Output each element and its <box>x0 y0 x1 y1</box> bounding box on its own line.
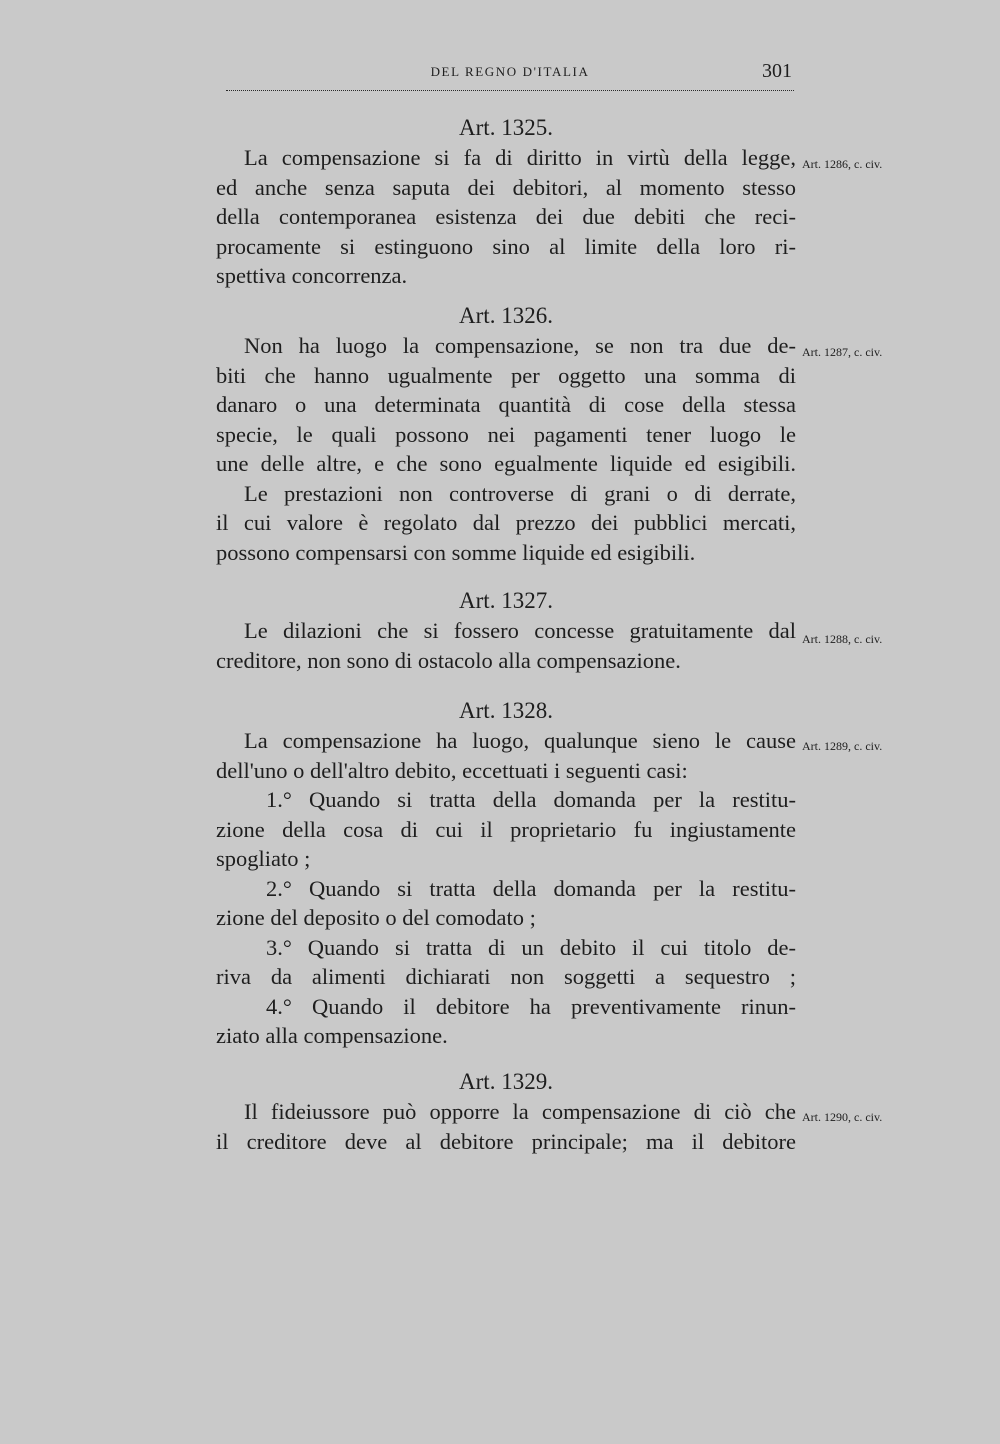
article-heading-1326: Art. 1326. <box>459 303 553 328</box>
text-line: Le prestazioni non controverse di grani o di derrate, <box>244 480 796 506</box>
article-heading-1325: Art. 1325. <box>459 115 553 140</box>
text-line: creditore, non sono di ostacolo alla compensazione. <box>216 647 681 673</box>
text-line: ed anche senza saputa dei debitori, al momento stesso <box>216 174 796 200</box>
text-line: zione del deposito o del comodato ; <box>216 905 536 930</box>
text-line: procamente si estinguono sino al limite della loro ri- <box>216 233 796 259</box>
text-line: biti che hanno ugualmente per oggetto una somma di <box>216 362 796 388</box>
text-line: il cui valore è regolato dal prezzo dei pubblici mercati, <box>216 510 796 535</box>
text-line: zione della cosa di cui il proprietario fu ingiustamente <box>216 816 796 842</box>
text-line: 3.° Quando si tratta di un debito il cui titolo de- <box>266 934 796 960</box>
text-line: Il fideiussore può opporre la compensazione di ciò che <box>244 1099 796 1124</box>
article-text-1325 <box>216 143 796 291</box>
article-heading-1328: Art. 1328. <box>459 698 553 723</box>
text-line: ziato alla compensazione. <box>216 1023 448 1048</box>
article-heading-1327: Art. 1327. <box>459 588 553 613</box>
article-text-1326 <box>216 331 796 567</box>
article-text-1329 <box>216 1097 796 1156</box>
margin-reference-1326: Art. 1287, c. civ. <box>802 345 883 359</box>
article-text-1327 <box>216 616 796 675</box>
margin-reference-1328: Art. 1289, c. civ. <box>802 739 883 753</box>
text-line: il creditore deve al debitore principale; ma il debitore <box>216 1128 796 1154</box>
article-text-1328 <box>216 726 796 1051</box>
text-line: spettiva concorrenza. <box>216 263 408 288</box>
text-line: specie, le quali possono nei pagamenti tener luogo le <box>216 421 796 447</box>
running-title: DEL REGNO D'ITALIA <box>430 64 590 79</box>
text-line: della contemporanea esistenza dei due debiti che reci- <box>216 204 796 229</box>
text-line: riva da alimenti dichiarati non soggetti a sequestro ; <box>216 964 796 989</box>
margin-reference-1327: Art. 1288, c. civ. <box>802 632 883 646</box>
text-line: une delle altre, e che sono egualmente liquide ed esigibili. <box>216 451 796 476</box>
text-line: 2.° Quando si tratta della domanda per la restitu- <box>266 875 796 901</box>
margin-reference-1325: Art. 1286, c. civ. <box>802 157 883 171</box>
running-header <box>226 60 794 91</box>
page-number: 301 <box>762 60 792 82</box>
margin-reference-1329: Art. 1290, c. civ. <box>802 1110 883 1124</box>
text-line: 1.° Quando si tratta della domanda per la restitu- <box>266 787 796 812</box>
text-line: La compensazione ha luogo, qualunque sieno le cause <box>244 728 796 753</box>
text-line: 4.° Quando il debitore ha preventivamente rinun- <box>266 993 796 1019</box>
article-heading-1329: Art. 1329. <box>459 1069 553 1094</box>
text-line: danaro o una determinata quantità di cose della stessa <box>216 392 796 417</box>
text-line: spogliato ; <box>216 846 311 871</box>
text-line: Le dilazioni che si fossero concesse gratuitamente dal <box>244 618 796 643</box>
text-line: Non ha luogo la compensazione, se non tra due de- <box>244 333 796 358</box>
text-line: La compensazione si fa di diritto in virtù della legge, <box>244 145 796 170</box>
text-line: dell'uno o dell'altro debito, eccettuati i seguenti casi: <box>216 757 688 783</box>
text-line: possono compensarsi con somme liquide ed esigibili. <box>216 539 696 565</box>
